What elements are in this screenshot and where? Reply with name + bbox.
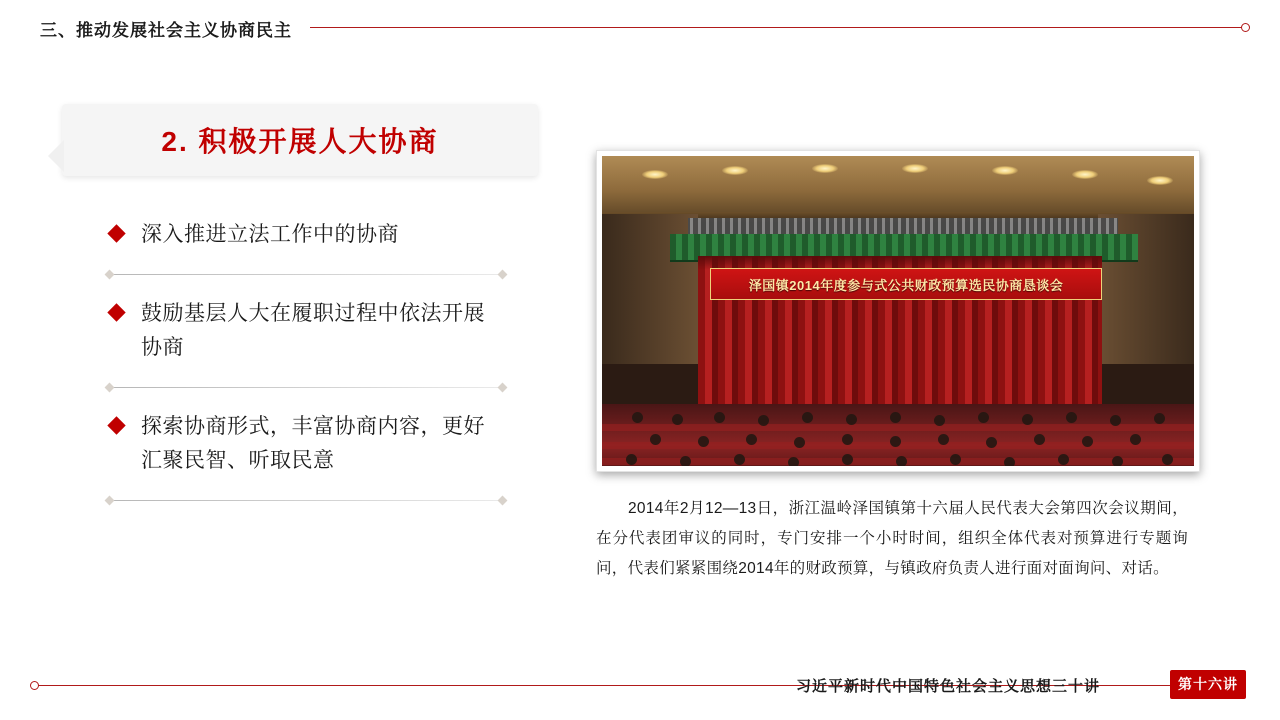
photo-banner-text: 泽国镇2014年度参与式公共财政预算选民协商恳谈会: [748, 277, 1064, 293]
section-title-card: [62, 104, 538, 176]
photo-attendee-icon: [802, 412, 813, 423]
ceiling-light-icon: [812, 164, 838, 173]
photo-attendee-icon: [632, 412, 643, 423]
photo-banner: [710, 268, 1102, 300]
photo-attendee-icon: [934, 415, 945, 426]
photo-attendee-icon: [626, 454, 637, 465]
diamond-bullet-icon: [107, 224, 125, 242]
photo-attendee-icon: [1066, 412, 1077, 423]
footer-series-title: 习近平新时代中国特色社会主义思想三十讲: [795, 678, 1100, 695]
photo-seat-row: [602, 424, 1194, 431]
photo-attendee-icon: [890, 436, 901, 447]
page-title: 三、推动发展社会主义协商民主: [40, 21, 292, 40]
photo-attendee-icon: [1154, 413, 1165, 424]
photo-attendee-icon: [1082, 436, 1093, 447]
photo-attendee-icon: [842, 454, 853, 465]
photo-attendee-icon: [794, 437, 805, 448]
header-divider-endcap-icon: [1241, 23, 1250, 32]
photo-attendee-icon: [1058, 454, 1069, 465]
ceiling-light-icon: [992, 166, 1018, 175]
photo-attendee-icon: [1112, 456, 1123, 466]
photo-attendee-icon: [986, 437, 997, 448]
footer-divider-endcap-icon: [30, 681, 39, 690]
ceiling-light-icon: [1072, 170, 1098, 179]
photo-caption: 2014年2月12—13日，浙江温岭泽国镇第十六届人民代表大会第四次会议期间，在分代表团审议的同时，专门安排一个小时时间，组织全体代表对预算进行专题询问，代表们紧紧围绕2014年的财政预算，与镇政府负责人进行面对面询问、对话。: [596, 500, 1188, 577]
photo-attendee-icon: [950, 454, 961, 465]
photo-attendee-icon: [672, 414, 683, 425]
photo-attendee-icon: [842, 434, 853, 445]
photo-attendee-icon: [1130, 434, 1141, 445]
ceiling-light-icon: [642, 170, 668, 179]
list-item: [62, 297, 502, 365]
meeting-photo: [602, 156, 1194, 466]
photo-attendee-icon: [714, 412, 725, 423]
photo-attendee-icon: [746, 434, 757, 445]
list-divider: [110, 274, 502, 275]
list-item: [62, 218, 502, 252]
photo-attendee-icon: [890, 412, 901, 423]
header-divider: [310, 27, 1246, 28]
diamond-bullet-icon: [107, 303, 125, 321]
photo-attendee-icon: [1034, 434, 1045, 445]
section-title: 2. 积极开展人大协商: [161, 126, 439, 157]
photo-attendee-icon: [938, 434, 949, 445]
photo-attendee-icon: [978, 412, 989, 423]
photo-attendee-icon: [758, 415, 769, 426]
slide-header: [0, 0, 1280, 56]
photo-attendee-icon: [734, 454, 745, 465]
footer-lecture-badge: 第十六讲: [1170, 670, 1246, 699]
ceiling-light-icon: [1147, 176, 1173, 185]
diamond-bullet-icon: [107, 416, 125, 434]
list-item-label: 探索协商形式，丰富协商内容，更好汇聚民智、听取民意: [141, 415, 485, 472]
list-item: [62, 410, 502, 478]
list-item-label: 鼓励基层人大在履职过程中依法开展协商: [141, 302, 485, 359]
photo-attendee-icon: [680, 456, 691, 466]
photo-attendee-icon: [846, 414, 857, 425]
list-divider: [110, 387, 502, 388]
list-item-label: 深入推进立法工作中的协商: [141, 223, 399, 246]
list-divider: [110, 500, 502, 501]
photo-attendee-icon: [1162, 454, 1173, 465]
photo-attendee-icon: [650, 434, 661, 445]
photo-attendee-icon: [1110, 415, 1121, 426]
photo-attendee-icon: [788, 457, 799, 466]
photo-attendee-icon: [1022, 414, 1033, 425]
photo-ceiling: [602, 156, 1194, 218]
bullet-list: [62, 218, 502, 501]
photo-attendee-icon: [1004, 457, 1015, 466]
title-card-notch-icon: [48, 140, 64, 172]
left-content-column: [62, 104, 562, 523]
photo-attendee-icon: [896, 456, 907, 466]
photo-attendee-icon: [698, 436, 709, 447]
photo-frame: [596, 150, 1200, 472]
right-content-column: [596, 150, 1208, 584]
ceiling-light-icon: [902, 164, 928, 173]
ceiling-light-icon: [722, 166, 748, 175]
